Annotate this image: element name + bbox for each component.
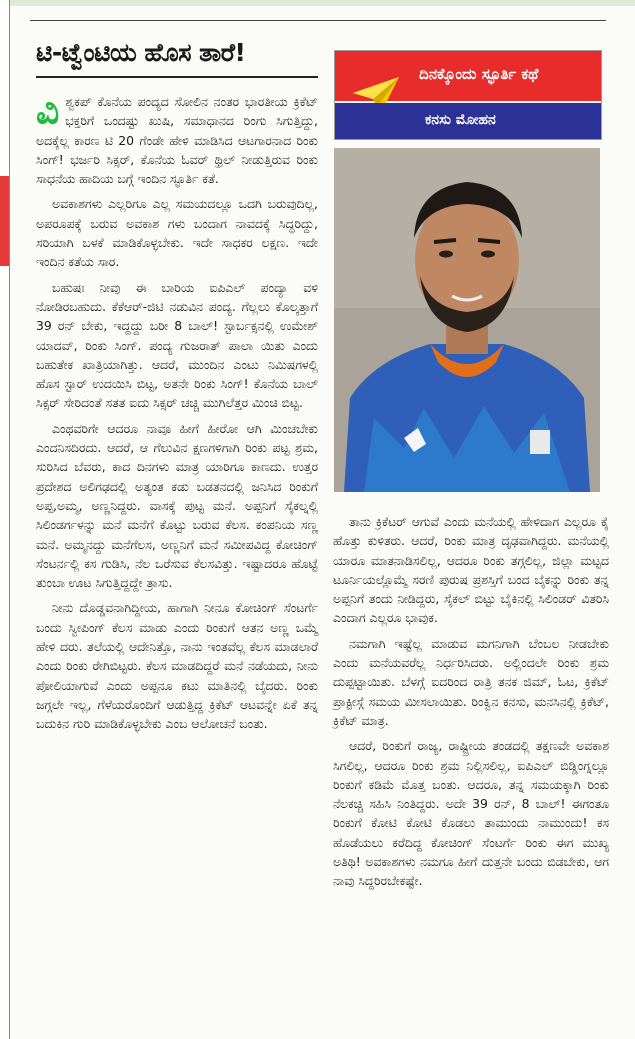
article-column-left: [36, 92, 318, 740]
headline-rule: [36, 76, 318, 78]
author-name: ಕನಸು ಮೋಹನ: [425, 112, 496, 128]
column-title-band: [335, 51, 601, 101]
article-column-right: [333, 512, 609, 897]
top-strip: [0, 0, 635, 6]
paragraph: ತಾನು ಕ್ರಿಕೆಟರ್ ಆಗುವೆ ಎಂದು ಮನೆಯಲ್ಲಿ ಹೇಳಿದಾಗ ಎಲ್ಲರೂ ಕೈ ಹೊತ್ತು ಕುಳಿತರು. ಆದರೆ, ರಿಂಕು ಮಾತ್ರ ದೃಢವಾಗಿದ್ದರು. ಮನೆಯಲ್ಲಿ ಯಾರೂ ಮಾತನಾಡಿಸಲಿಲ್ಲ, ಆದರೂ ರಿಂಕು ತಗ್ಗಲಿಲ್ಲ, ಜಿಲ್ಲಾ ಮಟ್ಟದ ಟೂರ್ನಿಯಲ್ಲೊಮ್ಮೆ ಸರಣಿ ಪುರುಷ ಪ್ರಶಸ್ತಿಗೆ ಬಂದ ಬೈಕನ್ನು ರಿಂಕು ತನ್ನ ಅಪ್ಪನಿಗೆ ತಂದು ನೀಡಿದ್ದರು, ಸೈಕಲ್ ಬಿಟ್ಟು ಬೈಕಿನಲ್ಲಿ ಸಿಲಿಂಡರ್ ವಿತರಿಸಿ ಎಂದಾಗ ಎಲ್ಲರೂ ಭಾವುಕ.: [333, 514, 609, 626]
paragraph: ನಮಗಾಗಿ ಇಷ್ಟೆಲ್ಲ ಮಾಡುವ ಮಗನಿಗಾಗಿ ಬೆಂಬಲ ನೀಡಬೇಕು ಎಂದು ಮನೆಯವರೆಲ್ಲ ನಿರ್ಧರಿಸಿದರು. ಅಲ್ಲಿಂದಲೇ ರಿಂಕು ಶ್ರಮ ದುಪ್ಪಟ್ಟಾಯಿತು. ಬೆಳಗ್ಗೆ ಐದರಿಂದ ರಾತ್ರಿ ತನಕ ಜಿಮ್, ಓಟ, ಕ್ರಿಕೆಟ್ ಪ್ರಾಕ್ಟೀಸ್ಗೆ ಸಮಯ ಮೀಸಲಾಯಿತು. ರಿಂಕ್ವಿನ ಕನಸು, ಮನಸಿನಲ್ಲಿ ಕ್ರಿಕೆಟ್, ಕ್ರಿಕೆಟ್ ಮಾತ್ರ.: [333, 635, 609, 728]
author-band: [335, 103, 601, 139]
page-margin-bar: [0, 0, 10, 1039]
paragraph: [36, 92, 318, 188]
paragraph-text: ಶ್ವಕಪ್ ಕೊನೆಯ ಪಂದ್ಯದ ಸೋಲಿನ ನಂತರ ಭಾರತೀಯ ಕ್ರಿಕೆಟ್ ಭಕ್ತರಿಗೆ ಒಂದಷ್ಟು ಖುಷಿ, ಸಮಾಧಾನದ ರಿಂಗು ಸಿಗುತ್ತಿದ್ದು, ಅದಕ್ಕೆಲ್ಲ ಕಾರಣ ಟಿ 20 ಗೆಂಡೇ ಹೇಳಿ ಮಾಡಿಸಿದ ಆಟಗಾರನಾದ ರಿಂಕು ಸಿಂಗ್! ಭರ್ಜರಿ ಸಿಕ್ಸರ್, ಕೊನೆಯ ಓವರ್ ಥ್ರಿಲ್ ನೀಡುತ್ತಿರುವ ರಿಂಕು ಸಾಧನೆಯ ಹಾದಿಯ ಬಗ್ಗೆ ಇಂದಿನ ಸ್ಫೂರ್ತಿ ಕತೆ.: [36, 94, 318, 187]
section-marker: [0, 176, 9, 266]
player-photo: [334, 148, 600, 492]
column-title: ದಿನಕ್ಕೊಂದು ಸ್ಫೂರ್ತಿ ಕಥೆ: [419, 65, 539, 83]
top-rule: [30, 20, 606, 21]
paragraph: ಅವಕಾಶಗಳು ಎಲ್ಲರಿಗೂ ಎಲ್ಲ ಸಮಯದಲ್ಲೂ ಒದಗಿ ಬರುವುದಿಲ್ಲ, ಅಪರೂಪಕ್ಕೆ ಬರುವ ಅವಕಾಶ ಗಳು ಬಂದಾಗ ನಾವದಕ್ಕೆ ಸಿದ್ಧರಿದ್ದು, ಸರಿಯಾಗಿ ಬಳಕೆ ಮಾಡಿಕೊಳ್ಳಬೇಕು. ಇದೇ ಸಾಧಕರ ಲಕ್ಷಣ. ಇದೇ ಇಂದಿನ ಕತೆಯ ಸಾರ.: [36, 196, 318, 270]
paragraph: ಆದರೆ, ರಿಂಕುಗೆ ರಾಜ್ಯ, ರಾಷ್ಟ್ರೀಯ ತಂಡದಲ್ಲಿ ತಕ್ಷಣವೇ ಅವಕಾಶ ಸಿಗಲಿಲ್ಲ, ಆದರೂ ರಿಂಕು ಶ್ರಮ ನಿಲ್ಲಿಸಲಿಲ್ಲ, ಐಪಿಎಲ್ ಬಿಡ್ಡಿಂಗ್ನಲ್ಲೂ ರಿಂಕುಗೆ ಕಡಿಮೆ ಮೊತ್ತ ಬಂತು. ಆದರೂ, ತನ್ನ ಸಮಯಕ್ಕಾಗಿ ರಿಂಕು ನೆಲಕಚ್ಚಿ ಸಹಿಸಿ ನಿಂತಿದ್ದರು. ಅದೇ 39 ರನ್, 8 ಬಾಲ್! ಈಗಂತೂ ರಿಂಕುಗೆ ಕೋಟಿ ಕೋಟಿ ಕೊಡಲು ತಾಮುಂದು ನಾಮುಂದು! ಕಸ ಹೊಡೆಯಲು ಕರೆದಿದ್ದ ಕೋಚಿಂಗ್ ಸೆಂಟರ್ಗೆ ರಿಂಕು ಈಗ ಮುಖ್ಯ ಅತಿಥಿ! ಅವಕಾಶಗಳು ನಮಗೂ ಹೀಗೆ ದುತ್ತನೇ ಬಂದು ಬಿಡಬೇಕು, ಆಗ ನಾವು ಸಿದ್ದರಿರಬೇಕಷ್ಟೇ.: [333, 738, 609, 889]
paragraph: ಎಂಥವರಿಗೇ ಆದರೂ ನಾವೂ ಹೀಗೆ ಹೀರೋ ಆಗಿ ಮಿಂಚಬೇಕು ಎಂದನಿಸದಿರದು. ಆದರೆ, ಆ ಗೆಲುವಿನ ಕ್ಷಣಗಳಿಗಾಗಿ ರಿಂಕು ಪಟ್ಟ ಶ್ರಮ, ಸುರಿಸಿದ ಬೆವರು, ಕಾದ ದಿನಗಳು ಮಾತ್ರ ಯಾರಿಗೂ ಕಾಣದು. ಉತ್ತರ ಪ್ರದೇಶದ ಅಲಿಗಢದಲ್ಲಿ ಅತ್ಯಂತ ಕಡು ಬಡತನದಲ್ಲಿ ಜನಿಸಿದ ರಿಂಕುಗೆ ಅಪ್ಪ,ಅಮ್ಮ, ಅಣ್ಣನಿದ್ದರು. ವಾಸಕ್ಕೆ ಪುಟ್ಟ ಮನೆ. ಅಪ್ಪನಿಗೆ ಸೈಕಲ್ನಲ್ಲಿ ಸಿಲಿಂಡರ್ಗಳನ್ನು ಮನೆ ಮನೆಗೆ ಕೊಟ್ಟು ಬರುವ ಕೆಲಸ. ಕಂಪನಿಯ ಸಣ್ಣ ಮನೆ. ಅಮ್ಮನದ್ದು ಮನೆಗೆಲಸ, ಅಣ್ಣನಿಗೆ ಮನೆ ಸಮೀಪವಿದ್ದ ಕೋಚಿಂಗ್ ಸೆಂಟರ್ನಲ್ಲಿ ಕಸ ಗುಡಿಸಿ, ನೆಲ ಒರೆಸುವ ಕೆಲಸವಿತ್ತು. ಇಷ್ಟಾದರೂ ಹೊಟ್ಟೆ ತುಂಬಾ ಊಟ ಸಿಗುತ್ತಿದ್ದದ್ದೇ ತ್ರಾಸು.: [36, 420, 318, 591]
paragraph: ನೀನು ದೊಡ್ಡವನಾಗಿದ್ದೀಯ, ಹಾಗಾಗಿ ನೀನೂ ಕೋಚಿಂಗ್ ಸೆಂಟರ್ಗೆ ಬಂದು ಸ್ವೀಪಿಂಗ್ ಕೆಲಸ ಮಾಡು ಎಂದು ರಿಂಕುಗೆ ಆತನ ಅಣ್ಣ ಒಮ್ಮೆ ಹೇಳಿ ದರು. ತಲೆಯಲ್ಲಿ ಆದೇನಿತ್ತೊ, ನಾನು ಇಂತವೆಲ್ಲ ಕೆಲಸ ಮಾಡಲಾರೆ ಎಂದು ರಿಂಕು ರೇಗಿಬಿಟ್ಟರು. ಕೆಲಸ ಮಾಡದಿದ್ದರೆ ಮನೆ ನಡೆಯದು, ನೀನು ಪೋಲಿಯಾಗುವೆ ಎಂದು ಅಪ್ಪನೂ ಕಟು ಮಾತಿನಲ್ಲಿ ಬೈದರು. ರಿಂಕು ಜಗ್ಗಲೇ ಇಲ್ಲ, ಗೆಳೆಯರೊಂದಿಗೆ ಆಡುತ್ತಿದ್ದ ಕ್ರಿಕೆಟ್ ಆಟವನ್ನೇ ಏಕೆ ತನ್ನ ಬದುಕಿನ ಗುರಿ ಮಾಡಿಕೊಳ್ಳಬೇಕು ಎಂಬ ಆಲೋಚನೆ ಬಂತು.: [36, 600, 318, 732]
drop-cap: ವಿ: [36, 91, 60, 132]
paragraph: ಬಹುಷಃ ನೀವು ಈ ಬಾರಿಯ ಐಪಿಎಲ್ ಪಂದ್ಯಾ ವಳಿ ನೋಡಿರಬಹುದು. ಕೆಕೆಆರ್-ಜಿಟಿ ನಡುವಿನ ಪಂದ್ಯ. ಗೆಲ್ಲಲು ಕೊಲ್ಕತ್ತಾಗೆ 39 ರನ್ ಬೇಕು, ಇದ್ದದ್ದು ಬರೀ 8 ಬಾಲ್! ಸ್ಟಾರ್ಬಕ್ಸನಲ್ಲಿ ಉಮೇಶ್ ಯಾದವ್, ರಿಂಕು ಸಿಂಗ್. ಪಂದ್ಯ ಗುಜರಾತ್ ಪಾಲಾ ಯಿತು ಎಂದು ಬಹುತೇಕ ಖಾತ್ರಿಯಾಗಿತ್ತು. ಆದರೆ, ಮುಂದಿನ ಎಂಟು ನಿಮಿಷಗಳಲ್ಲಿ ಹೊಸ ಸ್ಟಾರ್ ಉದಯಿಸಿ ಬಿಟ್ಟ, ಅತನೇ ರಿಂಕು ಸಿಂಗ್! ಕೊನೆಯ ಬಾಲ್ ಸಿಕ್ಸರ್ ಸೇರಿದಂತೆ ಸತತ ಐದು ಸಿಕ್ಸರ್ ಚಚ್ಚಿ ಮುಗಿಲೆತ್ತರ ಮಿಂಚಿ ಬಿಟ್ಟ.: [36, 279, 318, 411]
article-headline: ಟಿ-ಟ್ವೆಂಟಿಯ ಹೊಸ ತಾರೆ!: [36, 38, 246, 67]
column-title-box: [334, 50, 602, 140]
